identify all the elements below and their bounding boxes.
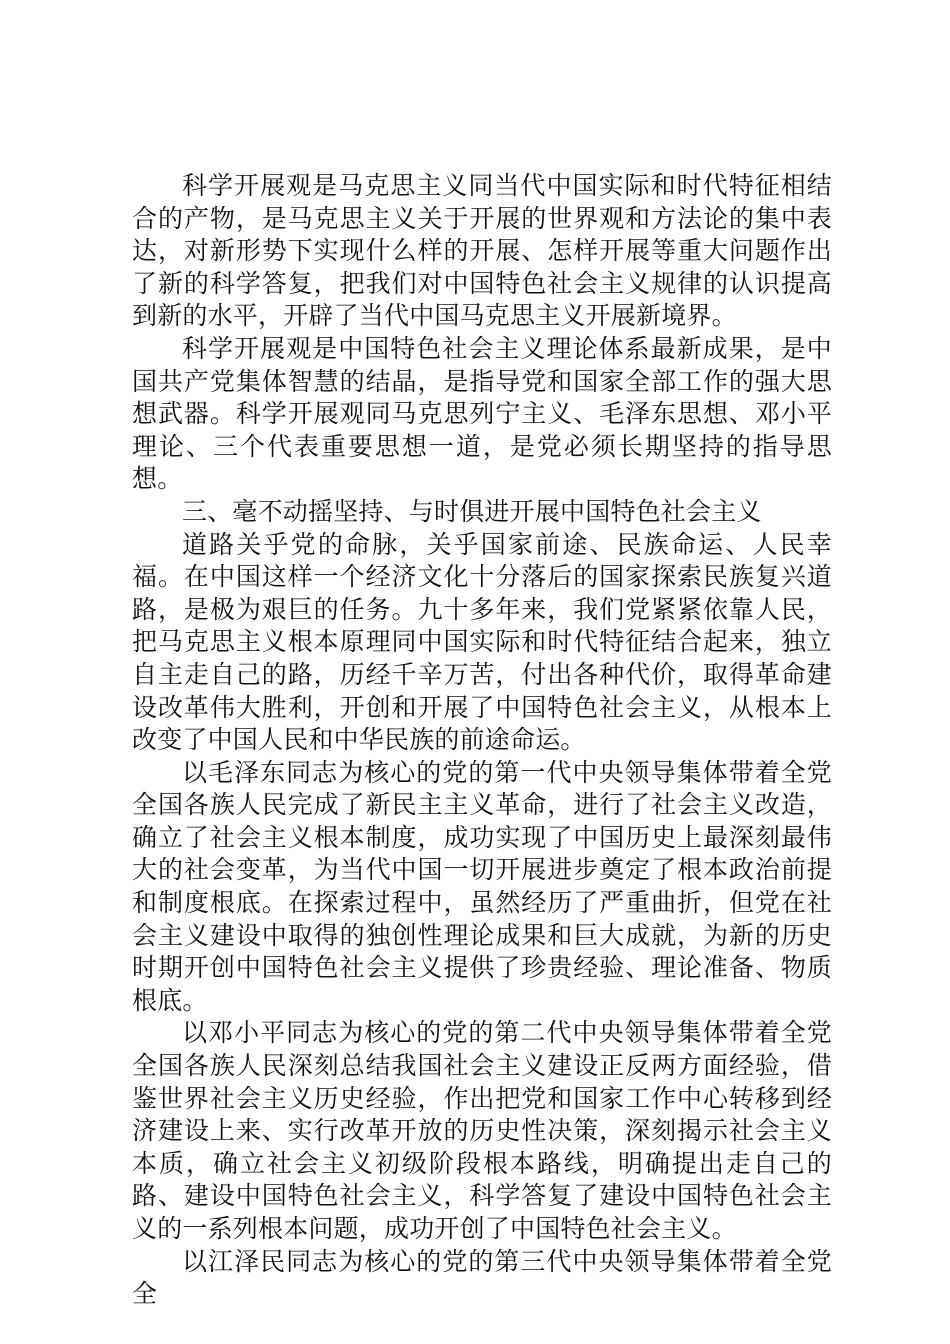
paragraph-third-generation: 以江泽民同志为核心的党的第三代中央领导集体带着全党全: [132, 1246, 832, 1309]
paragraph-first-generation: 以毛泽东同志为核心的党的第一代中央领导集体带着全党全国各族人民完成了新民主主义革命，进行了社会主义改造，确立了社会主义根本制度，成功实现了中国历史上最深刻最伟大的社会变革，为当代中国一切开展进步奠定了根本政治前提和制度根底。在探索过程中，虽然经历了严重曲折，但党在社会主义建设中取得的独创性理论成果和巨大成就，为新的历史时期开创中国特色社会主义提供了珍贵经验、理论准备、物质根底。: [132, 757, 832, 1015]
paragraph-second-generation: 以邓小平同志为核心的党的第二代中央领导集体带着全党全国各族人民深刻总结我国社会主义建设正反两方面经验，借鉴世界社会主义历史经验，作出把党和国家工作中心转移到经济建设上来、实行改革开放的历史性决策，深刻揭示社会主义本质，确立社会主义初级阶段根本路线，明确提出走自己的路、建设中国特色社会主义，科学答复了建设中国特色社会主义的一系列根本问题，成功开创了中国特色社会主义。: [132, 1018, 832, 1243]
section-heading: 三、毫不动摇坚持、与时俱进开展中国特色社会主义: [182, 496, 762, 526]
document-body: [132, 170, 832, 1311]
paragraph-scientific-outlook-2: 科学开展观是中国特色社会主义理论体系最新成果，是中国共产党集体智慧的结晶，是指导党和国家全部工作的强大思想武器。科学开展观同马克思列宁主义、毛泽东思想、邓小平理论、三个代表重要思想一道，是党必须长期坚持的指导思想。: [132, 333, 832, 494]
paragraph-road: 道路关乎党的命脉，关乎国家前途、民族命运、人民幸福。在中国这样一个经济文化十分落后的国家探索民族复兴道路，是极为艰巨的任务。九十多年来，我们党紧紧依靠人民，把马克思主义根本原理同中国实际和时代特征结合起来，独立自主走自己的路，历经千辛万苦，付出各种代价，取得革命建设改革伟大胜利，开创和开展了中国特色社会主义，从根本上改变了中国人民和中华民族的前途命运。: [132, 529, 832, 755]
paragraph-scientific-outlook-1: 科学开展观是马克思主义同当代中国实际和时代特征相结合的产物，是马克思主义关于开展的世界观和方法论的集中表达，对新形势下实现什么样的开展、怎样开展等重大问题作出了新的科学答复，把我们对中国特色社会主义规律的认识提高到新的水平，开辟了当代中国马克思主义开展新境界。: [132, 171, 832, 331]
